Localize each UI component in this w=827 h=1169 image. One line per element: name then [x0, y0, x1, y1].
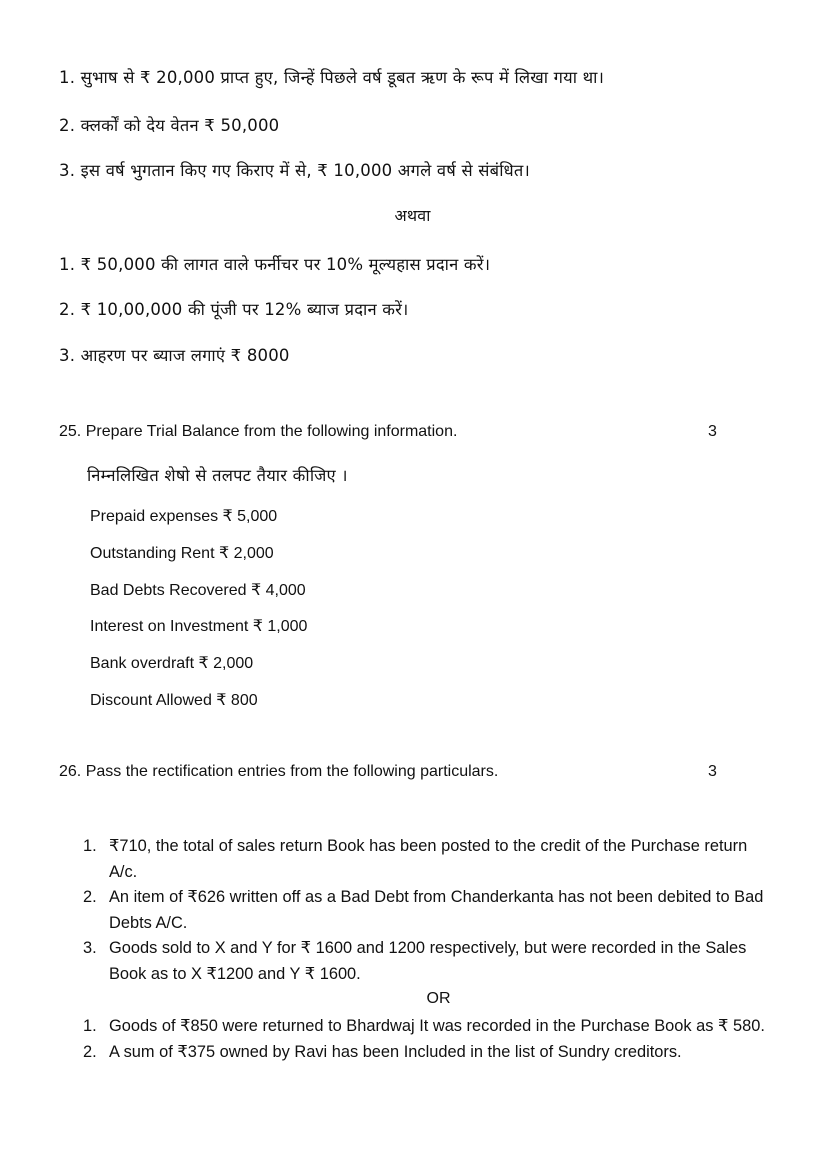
q26-alt-entry-text: Goods of ₹850 were returned to Bhardwaj It was recorded in the Purchase Book as ₹ 580.: [109, 1017, 765, 1035]
q25-hindi-heading: निम्नलिखित शेषो से तलपट तैयार कीजिए ।: [87, 466, 348, 485]
hindi-item-1: 1. सुभाष से ₹ 20,000 प्राप्त हुए, जिन्हें पिछले वर्ष डूबत ऋण के रूप में लिखा गया था।: [59, 68, 605, 87]
q26-or-label: OR: [426, 990, 451, 1007]
hindi-item-3: 3. इस वर्ष भुगतान किए गए किराए में से, ₹ 10,000 अगले वर्ष से संबंधित।: [59, 161, 530, 180]
q26-entry-number: 3.: [83, 939, 97, 957]
q26-heading: 26. Pass the rectification entries from the following particulars.: [59, 763, 499, 780]
q26-alt-entry-text: A sum of ₹375 owned by Ravi has been Included in the list of Sundry creditors.: [109, 1042, 682, 1061]
q25-balance-item: Outstanding Rent ₹ 2,000: [90, 545, 274, 562]
q26-alt-entry: [83, 1040, 771, 1066]
q26-entry-number: 2.: [83, 888, 97, 906]
q25-balance-item: Interest on Investment ₹ 1,000: [90, 618, 308, 635]
hindi-alt-item-3: 3. आहरण पर ब्याज लगाएं ₹ 8000: [59, 346, 290, 365]
q26-entry-text: Goods sold to X and Y for ₹ 1600 and 1200 respectively, but were recorded in the Sales Book as to X ₹1200 and Y ₹ 1600.: [109, 939, 747, 983]
hindi-alt-item-2: 2. ₹ 10,00,000 की पूंजी पर 12% ब्याज प्रदान करें।: [59, 300, 409, 319]
q25-balance-item: Discount Allowed ₹ 800: [90, 692, 258, 709]
q25-balance-item: Bank overdraft ₹ 2,000: [90, 655, 254, 672]
q26-entry-number: 1.: [83, 837, 97, 855]
q26-entry: [83, 936, 771, 987]
q26-entry: [83, 885, 771, 936]
q26-entry-text: An item of ₹626 written off as a Bad Debt from Chanderkanta has not been debited to Bad Debts A/C.: [109, 888, 764, 932]
q25-marks: 3: [708, 423, 717, 440]
q25-heading: 25. Prepare Trial Balance from the following information.: [59, 423, 458, 440]
q26-alt-entry: [83, 1014, 771, 1040]
q26-entries-list: [83, 834, 771, 987]
q25-balance-item: Prepaid expenses ₹ 5,000: [90, 508, 278, 525]
q25-balance-item: Bad Debts Recovered ₹ 4,000: [90, 582, 306, 599]
q26-marks: 3: [708, 763, 717, 780]
hindi-or-label: अथवा: [394, 206, 431, 225]
q26-alt-entries-list: [83, 1014, 771, 1065]
q26-entry: [83, 834, 771, 885]
hindi-alt-item-1: 1. ₹ 50,000 की लागत वाले फर्नीचर पर 10% मूल्यहास प्रदान करें।: [59, 255, 491, 274]
q26-alt-entry-number: 1.: [83, 1017, 97, 1035]
q26-entry-text: ₹710, the total of sales return Book has been posted to the credit of the Purchase return A/c.: [109, 837, 748, 881]
q26-alt-entry-number: 2.: [83, 1042, 97, 1061]
hindi-item-2: 2. क्लर्कों को देय वेतन ₹ 50,000: [59, 116, 280, 135]
